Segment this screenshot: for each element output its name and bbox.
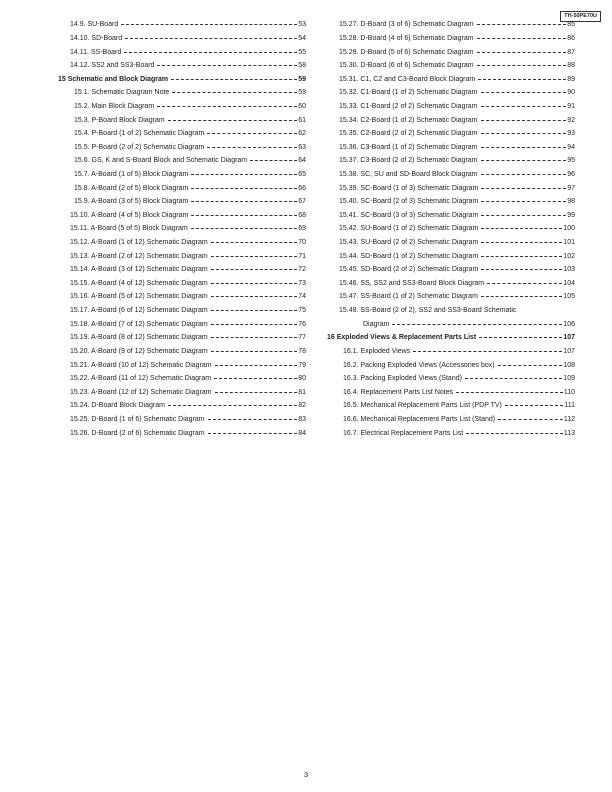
toc-entry-title: 15.29. D-Board (5 of 6) Schematic Diagram — [339, 48, 474, 56]
toc-entry-title: 15.3. P-Board Block Diagram — [74, 116, 165, 124]
toc-entry[interactable] — [327, 426, 575, 440]
toc-entry-title: 15.7. A-Board (1 of 5) Block Diagram — [74, 171, 189, 178]
toc-entry[interactable] — [327, 358, 575, 372]
toc-entry[interactable] — [58, 358, 306, 372]
toc-leader-line — [211, 256, 297, 257]
toc-entry-page: 100 — [563, 225, 575, 233]
toc-entry[interactable] — [58, 385, 306, 399]
toc-entry-title: 15.8. A-Board (2 of 5) Block Diagram — [74, 184, 189, 192]
toc-entry-page: 77 — [298, 334, 306, 342]
toc-entry-page: 91 — [567, 102, 575, 110]
toc-leader-line — [208, 433, 297, 434]
toc-entry-page: 89 — [567, 75, 575, 83]
toc-entry[interactable] — [327, 154, 575, 168]
toc-entry-title: 15.35. C2-Board (2 of 2) Schematic Diagram — [339, 130, 478, 138]
toc-entry[interactable] — [58, 249, 306, 263]
toc-entry[interactable] — [327, 345, 575, 359]
toc-entry-title: 15.45. SD-Board (2 of 2) Schematic Diagram — [339, 266, 479, 274]
toc-entry[interactable] — [58, 372, 306, 386]
toc-entry-title: 15.37. C3-Board (2 of 2) Schematic Diagram — [339, 157, 478, 165]
toc-entry[interactable] — [58, 154, 306, 168]
toc-entry-page: 63 — [298, 143, 306, 151]
toc-entry-page: 76 — [298, 320, 306, 328]
toc-entry-title: 15.26. D-Board (2 of 6) Schematic Diagram — [70, 429, 205, 437]
toc-entry[interactable] — [327, 127, 575, 141]
toc-entry-title: 16 Exploded Views & Replacement Parts List — [327, 334, 477, 342]
toc-entry-page: 59 — [298, 75, 306, 83]
toc-entry-title: 15.14. A-Board (3 of 12) Schematic Diagram — [70, 266, 208, 274]
toc-entry-page: 82 — [298, 402, 306, 410]
toc-entry-page: 88 — [567, 62, 575, 70]
toc-leader-line — [157, 65, 297, 66]
toc-entry[interactable] — [58, 209, 306, 223]
toc-entry-title: 14.10. SD-Board — [70, 34, 123, 42]
toc-leader-line — [481, 256, 562, 257]
toc-leader-line — [479, 337, 562, 338]
toc-leader-line — [211, 337, 297, 338]
toc-entry-page: 104 — [563, 279, 575, 287]
toc-leader-line — [211, 351, 297, 352]
toc-leader-line — [121, 24, 297, 25]
toc-entry-title: Diagram — [363, 320, 390, 328]
toc-leader-line — [505, 405, 563, 406]
toc-leader-line — [481, 242, 562, 243]
toc-leader-line — [481, 174, 566, 175]
toc-leader-line — [498, 419, 563, 420]
toc-entry-title: 15.28. D-Board (4 of 6) Schematic Diagram — [339, 34, 474, 42]
toc-entry[interactable] — [327, 72, 575, 86]
toc-entry-title: 15.44. SD-Board (1 of 2) Schematic Diagram — [339, 252, 479, 260]
toc-leader-line — [481, 120, 566, 121]
toc-entry-title: 15.12. A-Board (1 of 12) Schematic Diagram — [70, 239, 208, 247]
toc-leader-line — [478, 79, 566, 80]
toc-entry-title: 15.20. A-Board (9 of 12) Schematic Diagram — [70, 347, 208, 355]
toc-leader-line — [481, 188, 566, 189]
toc-entry[interactable] — [58, 413, 306, 427]
toc-entry-title: 16.6. Mechanical Replacement Parts List (Stand) — [343, 415, 496, 423]
toc-leader-line — [481, 228, 562, 229]
toc-entry-page: 109 — [563, 375, 575, 383]
toc-entry-page: 108 — [563, 361, 575, 369]
toc-entry-page: 60 — [298, 102, 306, 110]
toc-leader-line — [477, 38, 566, 39]
toc-entry-title: 15.10. A-Board (4 of 5) Block Diagram — [70, 211, 189, 219]
toc-right-column — [327, 18, 575, 440]
toc-entry-title: 15.21. A-Board (10 of 12) Schematic Diagram — [70, 361, 212, 369]
toc-entry-page: 79 — [298, 361, 306, 369]
toc-leader-line — [481, 133, 566, 134]
toc-entry[interactable] — [58, 86, 306, 100]
toc-entry-page: 103 — [563, 266, 575, 274]
toc-entry-page: 70 — [298, 239, 306, 247]
toc-entry-title: 15.39. SC-Board (1 of 3) Schematic Diagram — [339, 184, 479, 192]
toc-entry-title: 15.32. C1-Board (1 of 2) Schematic Diagram — [339, 89, 478, 97]
toc-leader-line — [456, 392, 563, 393]
toc-left-column — [58, 18, 306, 440]
toc-entry[interactable] — [327, 413, 575, 427]
toc-entry-title: 15.2. Main Block Diagram — [74, 102, 155, 110]
toc-entry[interactable] — [58, 181, 306, 195]
toc-entry[interactable] — [58, 263, 306, 277]
toc-entry-page: 87 — [567, 48, 575, 56]
toc-entry[interactable] — [58, 236, 306, 250]
toc-entry-title: 16.7. Electrical Replacement Parts List — [343, 429, 464, 437]
toc-leader-line — [392, 324, 562, 325]
toc-leader-line — [211, 269, 297, 270]
toc-entry[interactable] — [327, 385, 575, 399]
toc-leader-line — [466, 433, 563, 434]
toc-entry[interactable] — [327, 45, 575, 59]
toc-entry[interactable] — [58, 32, 306, 46]
toc-entry-page: 96 — [567, 171, 575, 178]
toc-entry-title: 14.12. SS2 and SS3-Board — [70, 62, 155, 70]
toc-entry[interactable] — [327, 277, 575, 291]
toc-entry-title: 15.24. D-Board Block Diagram — [70, 402, 165, 410]
toc-entry-title: 15.1. Schematic Diagram Note — [74, 89, 170, 97]
toc-entry-page: 61 — [298, 116, 306, 124]
toc-entry[interactable] — [58, 277, 306, 291]
toc-entry[interactable] — [58, 140, 306, 154]
model-number-badge: TH-50PE70U — [560, 11, 601, 22]
toc-leader-line — [477, 24, 566, 25]
toc-entry-page: 64 — [298, 157, 306, 165]
toc-entry-title: 15.40. SC-Board (2 of 3) Schematic Diagram — [339, 198, 479, 206]
toc-entry-title: 15.11. A-Board (5 of 5) Block Diagram — [70, 225, 188, 233]
page-number: 3 — [303, 770, 309, 779]
toc-leader-line — [481, 92, 566, 93]
toc-entry[interactable] — [327, 331, 575, 345]
toc-entry-page: 81 — [298, 388, 306, 396]
toc-leader-line — [465, 378, 562, 379]
toc-entry-page: 69 — [298, 225, 306, 233]
toc-entry-page: 66 — [298, 184, 306, 192]
toc-entry-page: 53 — [298, 21, 306, 29]
toc-entry-page: 105 — [563, 293, 575, 301]
toc-entry-title: 16.3. Packing Exploded Views (Stand) — [343, 375, 462, 383]
toc-leader-line — [211, 310, 297, 311]
toc-entry[interactable] — [58, 127, 306, 141]
toc-leader-line — [211, 296, 297, 297]
toc-entry-page: 73 — [298, 279, 306, 287]
toc-leader-line — [481, 201, 566, 202]
toc-entry[interactable] — [327, 181, 575, 195]
toc-entry[interactable] — [327, 18, 575, 32]
toc-leader-line — [481, 296, 562, 297]
toc-entry[interactable] — [327, 59, 575, 73]
toc-entry-title: 15.42. SU-Board (1 of 2) Schematic Diagram — [339, 225, 479, 233]
toc-entry[interactable] — [327, 372, 575, 386]
toc-entry-page: 62 — [298, 130, 306, 138]
toc-entry[interactable] — [58, 222, 306, 236]
toc-leader-line — [171, 79, 297, 80]
toc-entry[interactable] — [327, 86, 575, 100]
toc-entry-title: 16.4. Replacement Parts List Notes — [343, 388, 454, 396]
toc-entry-page: 84 — [298, 429, 306, 437]
toc-entry[interactable] — [327, 100, 575, 114]
toc-entry-title: 15.15. A-Board (4 of 12) Schematic Diagram — [70, 279, 208, 287]
toc-entry[interactable] — [58, 317, 306, 331]
toc-leader-line — [168, 120, 297, 121]
toc-leader-line — [477, 65, 566, 66]
toc-entry[interactable] — [58, 290, 306, 304]
toc-entry[interactable] — [58, 72, 306, 86]
toc-leader-line — [124, 52, 297, 53]
toc-leader-line — [487, 283, 562, 284]
toc-leader-line — [481, 269, 562, 270]
toc-entry-page: 59 — [298, 89, 306, 97]
toc-entry-title: 15.48. SS-Board (2 of 2), SS2 and SS3-Board Schematic — [339, 307, 517, 315]
toc-entry[interactable] — [327, 304, 575, 318]
toc-entry-title: 15.33. C1-Board (2 of 2) Schematic Diagram — [339, 102, 478, 110]
toc-entry-title: 15.46. SS, SS2 and SS3-Board Block Diagram — [339, 279, 485, 287]
toc-leader-line — [477, 52, 566, 53]
toc-entry-page: 54 — [298, 34, 306, 42]
toc-entry[interactable] — [58, 168, 306, 182]
toc-leader-line — [211, 283, 297, 284]
toc-entry-page: 113 — [563, 429, 575, 437]
toc-entry-title: 14.11. SS-Board — [70, 48, 122, 56]
toc-leader-line — [157, 106, 297, 107]
toc-entry-page: 68 — [298, 211, 306, 219]
toc-leader-line — [250, 160, 297, 161]
toc-leader-line — [191, 174, 297, 175]
toc-entry[interactable] — [327, 249, 575, 263]
toc-entry[interactable] — [58, 59, 306, 73]
toc-leader-line — [481, 106, 566, 107]
toc-entry-title: 16.5. Mechanical Replacement Parts List (PDP TV) — [343, 402, 502, 410]
toc-entry[interactable] — [327, 399, 575, 413]
toc-entry-page: 97 — [567, 184, 575, 192]
toc-leader-line — [481, 147, 566, 148]
toc-entry-page: 58 — [298, 62, 306, 70]
toc-entry[interactable] — [58, 304, 306, 318]
toc-entry-title: 15.30. D-Board (6 of 6) Schematic Diagram — [339, 62, 474, 70]
toc-entry[interactable] — [58, 45, 306, 59]
toc-entry-page: 101 — [563, 239, 575, 247]
toc-entry-title: 15.9. A-Board (3 of 5) Block Diagram — [74, 198, 189, 206]
toc-leader-line — [172, 92, 297, 93]
toc-entry-title: 15.19. A-Board (8 of 12) Schematic Diagram — [70, 334, 208, 342]
toc-entry-title: 15.6. GS, K and S-Board Block and Schematic Diagram — [74, 157, 248, 165]
toc-leader-line — [191, 228, 297, 229]
toc-entry-page: 80 — [298, 375, 306, 383]
toc-entry-page: 102 — [563, 252, 575, 260]
toc-entry-page: 67 — [298, 198, 306, 206]
toc-leader-line — [481, 160, 566, 161]
toc-entry-title: 16.1. Exploded Views — [343, 347, 411, 355]
toc-entry-page: 65 — [298, 171, 306, 178]
toc-leader-line — [125, 38, 297, 39]
toc-leader-line — [191, 188, 297, 189]
toc-entry-title: 15.5. P-Board (2 of 2) Schematic Diagram — [74, 143, 205, 151]
toc-leader-line — [481, 215, 566, 216]
toc-entry-title: 15.47. SS-Board (1 of 2) Schematic Diagram — [339, 293, 478, 301]
toc-entry-page: 55 — [298, 48, 306, 56]
toc-entry-title: 14.9. SU-Board — [70, 21, 119, 29]
toc-entry-title: 15.25. D-Board (1 of 6) Schematic Diagram — [70, 415, 205, 423]
toc-entry-page: 110 — [563, 388, 575, 396]
toc-entry[interactable] — [58, 331, 306, 345]
toc-entry-page: 78 — [298, 347, 306, 355]
toc-entry[interactable] — [58, 100, 306, 114]
toc-leader-line — [208, 419, 297, 420]
toc-entry-page: 75 — [298, 307, 306, 315]
toc-entry-title: 15.27. D-Board (3 of 6) Schematic Diagram — [339, 21, 474, 29]
toc-leader-line — [207, 147, 297, 148]
toc-entry[interactable] — [327, 168, 575, 182]
toc-entry-title: 15.38. SC, SU and SD-Board Block Diagram — [339, 171, 478, 178]
toc-entry[interactable] — [327, 209, 575, 223]
toc-entry-title: 15.13. A-Board (2 of 12) Schematic Diagram — [70, 252, 208, 260]
toc-leader-line — [215, 392, 297, 393]
toc-entry-page: 106 — [563, 320, 575, 328]
toc-entry[interactable] — [327, 317, 575, 331]
toc-entry[interactable] — [327, 113, 575, 127]
toc-entry[interactable] — [327, 140, 575, 154]
toc-entry-page: 92 — [567, 116, 575, 124]
toc-entry-page: 98 — [567, 198, 575, 206]
toc-entry-page: 107 — [563, 334, 575, 342]
toc-entry-title: 15.43. SU-Board (2 of 2) Schematic Diagram — [339, 239, 479, 247]
toc-entry[interactable] — [327, 263, 575, 277]
toc-leader-line — [191, 215, 297, 216]
toc-entry[interactable] — [327, 290, 575, 304]
toc-entry[interactable] — [327, 32, 575, 46]
toc-entry-title: 15.18. A-Board (7 of 12) Schematic Diagram — [70, 320, 208, 328]
toc-entry-page: 86 — [567, 34, 575, 42]
toc-entry-page: 71 — [298, 252, 306, 260]
toc-entry-page: 90 — [567, 89, 575, 97]
toc-leader-line — [211, 324, 297, 325]
toc-entry-page: 85 — [567, 21, 575, 29]
toc-leader-line — [211, 242, 297, 243]
toc-leader-line — [498, 365, 563, 366]
toc-entry-title: 15.36. C3-Board (1 of 2) Schematic Diagram — [339, 143, 478, 151]
toc-leader-line — [207, 133, 297, 134]
toc-entry-page: 95 — [567, 157, 575, 165]
toc-entry-title: 15.31. C1, C2 and C3-Board Block Diagram — [339, 75, 476, 83]
toc-leader-line — [214, 378, 297, 379]
toc-entry-page: 111 — [564, 402, 575, 410]
toc-entry-title: 15.34. C2-Board (1 of 2) Schematic Diagram — [339, 116, 478, 124]
toc-entry-page: 94 — [567, 143, 575, 151]
toc-entry-page: 107 — [563, 347, 575, 355]
toc-entry-page: 83 — [298, 415, 306, 423]
toc-entry-title: 15 Schematic and Block Diagram — [58, 75, 169, 83]
toc-entry[interactable] — [58, 345, 306, 359]
toc-entry-title: 15.4. P-Board (1 of 2) Schematic Diagram — [74, 130, 205, 138]
toc-entry[interactable] — [58, 113, 306, 127]
toc-leader-line — [168, 405, 297, 406]
toc-entry-page: 99 — [567, 211, 575, 219]
toc-entry-page: 112 — [563, 415, 575, 423]
toc-entry[interactable] — [58, 399, 306, 413]
toc-entry-page: 74 — [298, 293, 306, 301]
toc-entry[interactable] — [327, 236, 575, 250]
toc-entry-title: 15.17. A-Board (6 of 12) Schematic Diagram — [70, 307, 208, 315]
toc-entry-title: 15.22. A-Board (11 of 12) Schematic Diagram — [70, 375, 212, 383]
toc-entry-page: 72 — [298, 266, 306, 274]
toc-entry[interactable] — [327, 222, 575, 236]
toc-entry-title: 15.23. A-Board (12 of 12) Schematic Diagram — [70, 388, 212, 396]
toc-leader-line — [191, 201, 297, 202]
toc-leader-line — [215, 365, 297, 366]
toc-entry[interactable] — [58, 195, 306, 209]
toc-entry-page: 93 — [567, 130, 575, 138]
toc-entry[interactable] — [58, 426, 306, 440]
toc-entry-title: 16.2. Packing Exploded Views (Accessories box) — [343, 361, 495, 369]
toc-entry-title: 15.16. A-Board (5 of 12) Schematic Diagram — [70, 293, 208, 301]
toc-entry[interactable] — [327, 195, 575, 209]
toc-entry[interactable] — [58, 18, 306, 32]
toc-entry-title: 15.41. SC-Board (3 of 3) Schematic Diagram — [339, 211, 479, 219]
toc-leader-line — [413, 351, 562, 352]
